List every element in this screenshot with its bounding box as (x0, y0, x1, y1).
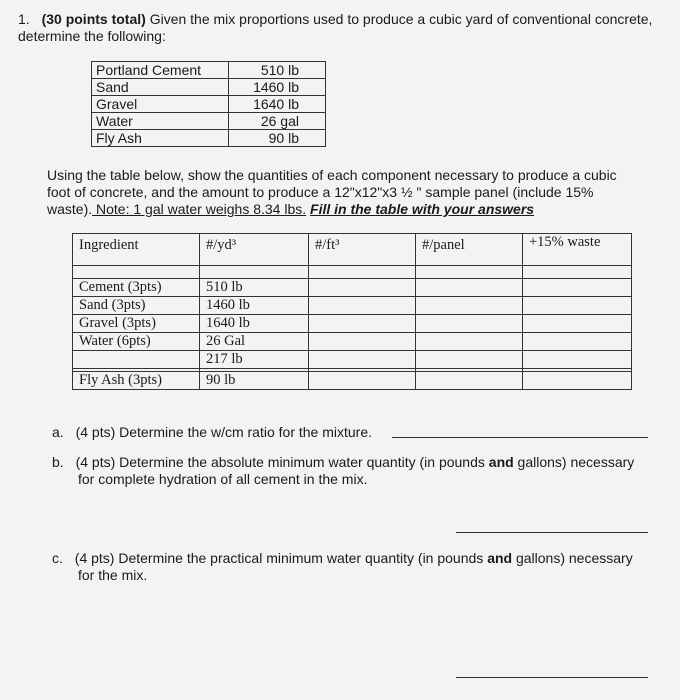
part-a-text: (4 pts) Determine the w/cm ratio for the mixture. (75, 424, 373, 440)
answer-row (73, 279, 632, 297)
part-b-answer-line[interactable] (456, 532, 648, 533)
mix-row (92, 79, 326, 96)
answer-blank-cell[interactable] (523, 279, 632, 297)
answer-blank-cell[interactable] (309, 351, 416, 369)
answer-ingredient: Sand (3pts) (73, 297, 200, 315)
answer-spacer-row (73, 266, 632, 279)
answer-blank-cell[interactable] (523, 297, 632, 315)
answer-cell (73, 266, 200, 279)
answer-per-yd3: 510 lb (200, 279, 309, 297)
instructions-line-3 (47, 201, 667, 218)
part-c-letter: c. (52, 550, 63, 566)
mix-row (92, 113, 326, 130)
mix-row (92, 96, 326, 113)
part-c-text-post: gallons) necessary (512, 550, 633, 566)
answer-ingredient: Water (6pts) (73, 333, 200, 351)
mix-ingredient: Sand (92, 79, 229, 96)
mix-row (92, 62, 326, 79)
part-b (52, 454, 667, 488)
answer-blank-cell[interactable] (309, 297, 416, 315)
instructions-waste: waste). (47, 201, 93, 217)
answer-row (73, 333, 632, 351)
answer-header-cell: #/panel (416, 234, 523, 266)
answer-cell (200, 266, 309, 279)
answer-row (73, 297, 632, 315)
answer-cell[interactable] (309, 266, 416, 279)
answer-cell[interactable] (523, 266, 632, 279)
part-b-text-post: gallons) necessary (513, 454, 635, 470)
answer-blank-cell[interactable] (309, 279, 416, 297)
mix-ingredient: Water (92, 113, 229, 130)
instructions-fill: Fill in the table with your answers (310, 201, 535, 217)
mix-ingredient: Gravel (92, 96, 229, 113)
part-c-text: (4 pts) Determine the practical minimum water quantity (in pounds (74, 550, 488, 566)
answer-header-row (73, 234, 632, 266)
answer-per-yd3: 1460 lb (200, 297, 309, 315)
answer-blank-cell[interactable] (523, 351, 632, 369)
part-a-letter: a. (52, 424, 64, 440)
answer-blank-cell[interactable] (523, 315, 632, 333)
mix-quantity: 26 gal (229, 113, 326, 130)
part-b-line-2: for complete hydration of all cement in the mix. (78, 471, 368, 487)
answer-blank-cell[interactable] (416, 279, 523, 297)
mix-proportions-table (91, 61, 326, 147)
instructions-line-2: foot of concrete, and the amount to produce a 12"x12"x3 ½ " sample panel (include 15% (47, 184, 594, 200)
answer-ingredient: Gravel (3pts) (73, 315, 200, 333)
part-b-and: and (488, 454, 514, 470)
answer-blank-cell[interactable] (416, 351, 523, 369)
part-c-answer-line[interactable] (456, 677, 648, 678)
instructions-line-1: Using the table below, show the quantities of each component necessary to produce a cubic (47, 167, 617, 183)
answer-row (73, 372, 632, 390)
mix-quantity: 1460 lb (229, 79, 326, 96)
answer-ingredient: Cement (3pts) (73, 279, 200, 297)
answer-blank-cell[interactable] (309, 372, 416, 390)
part-a (52, 424, 372, 441)
answer-per-yd3: 26 Gal (200, 333, 309, 351)
mix-ingredient: Fly Ash (92, 130, 229, 147)
question-points: (30 points total) (41, 11, 146, 27)
answer-blank-cell[interactable] (523, 372, 632, 390)
part-c-and: and (487, 550, 513, 566)
answer-table (72, 233, 632, 390)
answer-row (73, 315, 632, 333)
answer-ingredient (73, 351, 200, 369)
part-b-letter: b. (52, 454, 64, 470)
question-intro: Given the mix proportions used to produce a cubic yard of conventional concrete, determine the following: (18, 11, 653, 44)
instructions-note: Note: 1 gal water weighs 8.34 lbs. (92, 201, 307, 217)
answer-per-yd3: 1640 lb (200, 315, 309, 333)
answer-header-cell: #/yd³ (200, 234, 309, 266)
part-c-line-2: for the mix. (78, 567, 148, 583)
answer-header-cell: +15% waste (523, 234, 632, 266)
answer-header-cell: #/ft³ (309, 234, 416, 266)
mix-quantity: 510 lb (229, 62, 326, 79)
answer-blank-cell[interactable] (523, 333, 632, 351)
answer-row (73, 351, 632, 369)
instructions (47, 167, 667, 218)
answer-blank-cell[interactable] (416, 315, 523, 333)
answer-cell[interactable] (416, 266, 523, 279)
answer-blank-cell[interactable] (416, 333, 523, 351)
answer-blank-cell[interactable] (309, 333, 416, 351)
question-header (18, 11, 668, 45)
answer-blank-cell[interactable] (309, 315, 416, 333)
mix-quantity: 1640 lb (229, 96, 326, 113)
part-c (52, 550, 667, 584)
answer-header-cell: Ingredient (73, 234, 200, 266)
answer-blank-cell[interactable] (416, 372, 523, 390)
part-a-answer-line[interactable] (392, 437, 648, 438)
answer-per-yd3: 217 lb (200, 351, 309, 369)
part-b-text: (4 pts) Determine the absolute minimum water quantity (in pounds (75, 454, 489, 470)
answer-per-yd3: 90 lb (200, 372, 309, 390)
answer-blank-cell[interactable] (416, 297, 523, 315)
mix-row (92, 130, 326, 147)
question-number: 1. (18, 11, 30, 27)
answer-ingredient: Fly Ash (3pts) (73, 372, 200, 390)
mix-quantity: 90 lb (229, 130, 326, 147)
mix-ingredient: Portland Cement (92, 62, 229, 79)
